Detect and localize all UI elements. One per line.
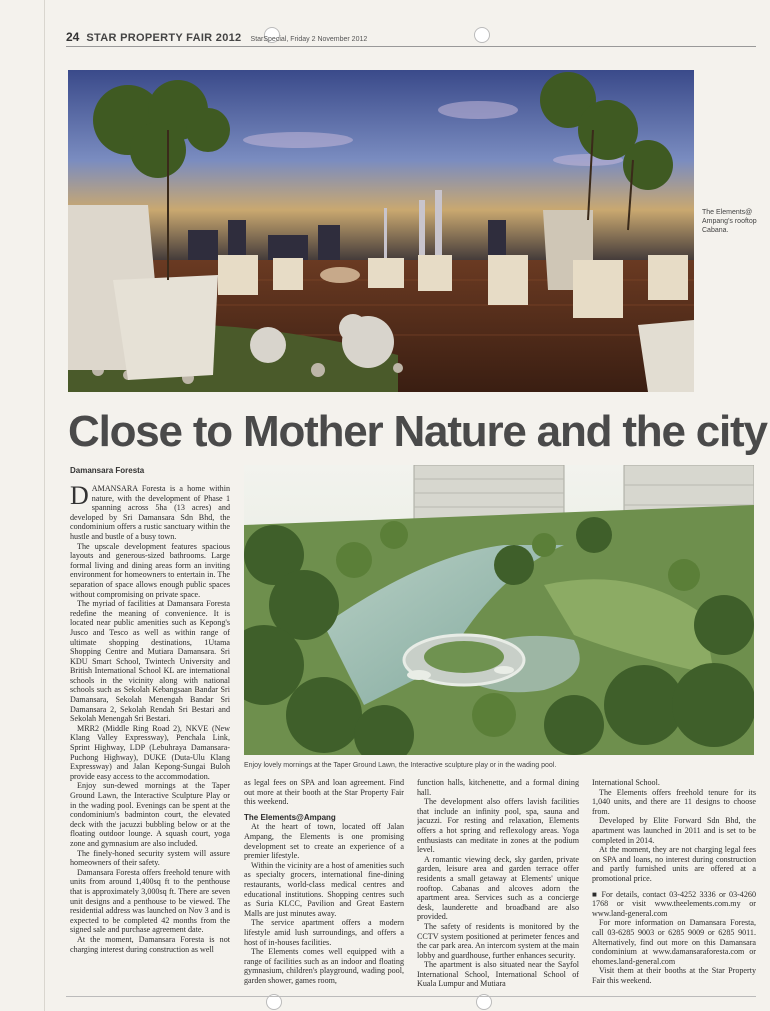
paragraph: At the moment, Damansara Foresta is not charging interest during construction as well (70, 934, 230, 954)
paragraph: At the heart of town, located off Jalan Ampang, the Elements is one promising development set to create an experience of a premier lifestyle. (244, 822, 404, 861)
paragraph: International School. (592, 778, 660, 787)
dropcap: D (70, 484, 89, 510)
paragraph: The myriad of facilities at Damansara Foresta redefine the meaning of convenience. It is located near public amenities such as Kepong's Jusco and Tesco as well as within range of ultimate shopping destinations, 1Utama Shopping Centre and Mutiara Damansara. Sri KDU Smart School, Twintech University and British International School KL are international schools in the vicinity along with national schools such as Sekolah Kebangsaan Bandar Sri Damansara, Sekolah Menengah Bandar Sri Damansara 2, Sekolah Rendah Sri Bestari and Sekolah Menengah Sri Bestari. (70, 599, 230, 724)
bottom-rule (66, 996, 756, 997)
rooftop-cabana-illustration (68, 70, 694, 392)
paragraph: The Elements offers freehold tenure for its 1,040 units, and there are 11 designs to choose from. (592, 787, 756, 816)
paragraph: Enjoy sun-dewed mornings at the Taper Ground Lawn, the Interactive Sculpture Play or in the wading pool. Evenings can be spent at the condominium's badminton court, the elevated deck with the jacuzzi bubbling below or at the floating outdoor lounge. A squash court, yoga zone and gymnasium are also included. (70, 781, 230, 848)
subheading: The Elements@Ampang (244, 812, 336, 822)
fold-line (44, 0, 45, 1011)
rooftop-cabana-photo (68, 70, 694, 392)
paragraph: For more information on Damansara Foresta, call 03-6285 9003 or 6285 9009 or 6285 9011. Alternatively, find out more on this Damansara condominium at www.damansaraforesta.com or ehomes.land-general.com (592, 918, 756, 966)
paragraph: Within the vicinity are a host of amenities such as specialty grocers, international fine-dining restaurants, world-class medical centres and educational institutions. Shopping centres such as Suria KLCC, Pavilion and Great Eastern Malls are just minutes away. (244, 860, 404, 918)
paragraph: Developed by Elite Forward Sdn Bhd, the apartment was launched in 2011 and is set to be completed in 2014. (592, 816, 756, 845)
foresta-garden-photo (244, 465, 754, 755)
paragraph: The service apartment offers a modern lifestyle amid lush surroundings, and offers a host of in-houses facilities. (244, 918, 404, 947)
paragraph: Damansara Foresta offers freehold tenure with units from around 1,400sq ft to the penthouse that is approximately 3,000sq ft. There are seven unit designs and a penthouse to be viewed. The residential address was launched on Nov 3 and is expected to be completed 42 months from the signed sale and purchase agreement date. (70, 867, 230, 935)
paragraph: The finely-honed security system will assure homeowners of their safety. (70, 848, 230, 868)
article-column-1 (70, 484, 230, 989)
paragraph: The upscale development features spacious layouts and generous-sized bathrooms. Large formal living and dining areas form an inviting environment for homeowners to entertain in. The separation of space allows enough public spaces without compromising on private space. (70, 541, 230, 599)
section-label: Damansara Foresta (70, 466, 145, 475)
header-rule (66, 46, 756, 47)
paragraph: The development also offers lavish facilities that include an infinity pool, spa, sauna and jacuzzi. For resting and relaxation, Elements offers a hot spring and reflexology areas. Yoga enthusiasts can meditate in zones at the podium level. (417, 797, 579, 855)
contact-info: ■ For details, contact 03-4252 3336 or 03-4260 1768 or visit www.theelements.com.my or www.land-general.com (592, 889, 756, 918)
page-number: 24 (66, 30, 80, 44)
paragraph: function halls, kitchenette, and a formal dining hall. (417, 778, 579, 797)
article-column-4 (592, 778, 756, 989)
top-photo-caption: The Elements@ Ampang's rooftop Cabana. (702, 209, 757, 234)
paragraph: The safety of residents is monitored by the CCTV system positioned at perimeter fences and the car park area. An intercom system at the main lobby and guardhouse, further enhances security. (417, 921, 579, 960)
paragraph: A romantic viewing deck, sky garden, private garden, leisure area and garden terrace offer residents a small getaway at Elements' unique rooftop. Cabanas and alcoves adorn the apartment area. Services such as a concierge desk, launderette and broadband are also provided. (417, 854, 579, 922)
fair-title: STAR PROPERTY FAIR 2012 (86, 32, 242, 44)
foresta-garden-illustration (244, 465, 754, 755)
article-lead: DAMANSARA Foresta is a home within nature, with the development of Phase 1 spanning across 5ha (13 acres) and developed by Sri Damansara Sdn Bhd, the condominium offers a rustic sanctuary within the hustle and bustle of a busy town. (70, 484, 230, 541)
issue-date: StarSpecial, Friday 2 November 2012 (250, 36, 368, 43)
paragraph: At the moment, they are not charging legal fees on SPA and loans, no interest during construction and partly furnished units are offered at a promotional price. (592, 845, 756, 883)
paragraph: as legal fees on SPA and loan agreement. Find out more at their booth at the Star Property Fair this weekend. (244, 778, 404, 807)
paragraph: The Elements comes well equipped with a range of facilities such as an indoor and floating gymnasium, children's playground, wading pool, garden shower, games room, (244, 947, 404, 985)
mid-photo-caption: Enjoy lovely mornings at the Taper Ground Lawn, the Interactive sculpture play or in the wading pool. (244, 762, 557, 769)
article-column-2 (244, 778, 404, 989)
paragraph: MRR2 (Middle Ring Road 2), NKVE (New Klang Valley Expressway), Penchala Link, Sprint Highway, LDP (Lebuhraya Damansara-Puchong Highway), DUKE (Duta-Ulu Klang Expressway) and Jalan Kepong-Sungai Buloh provide easy access to the accommodation. (70, 723, 230, 781)
headline: Close to Mother Nature and the city (68, 407, 767, 456)
article-column-3 (417, 778, 579, 989)
paragraph: Visit them at their booths at the Star Property Fair this weekend. (592, 966, 756, 985)
paragraph: The apartment is also situated near the Sayfol International School, International School of Kuala Lumpur and Mutiara (417, 960, 579, 989)
